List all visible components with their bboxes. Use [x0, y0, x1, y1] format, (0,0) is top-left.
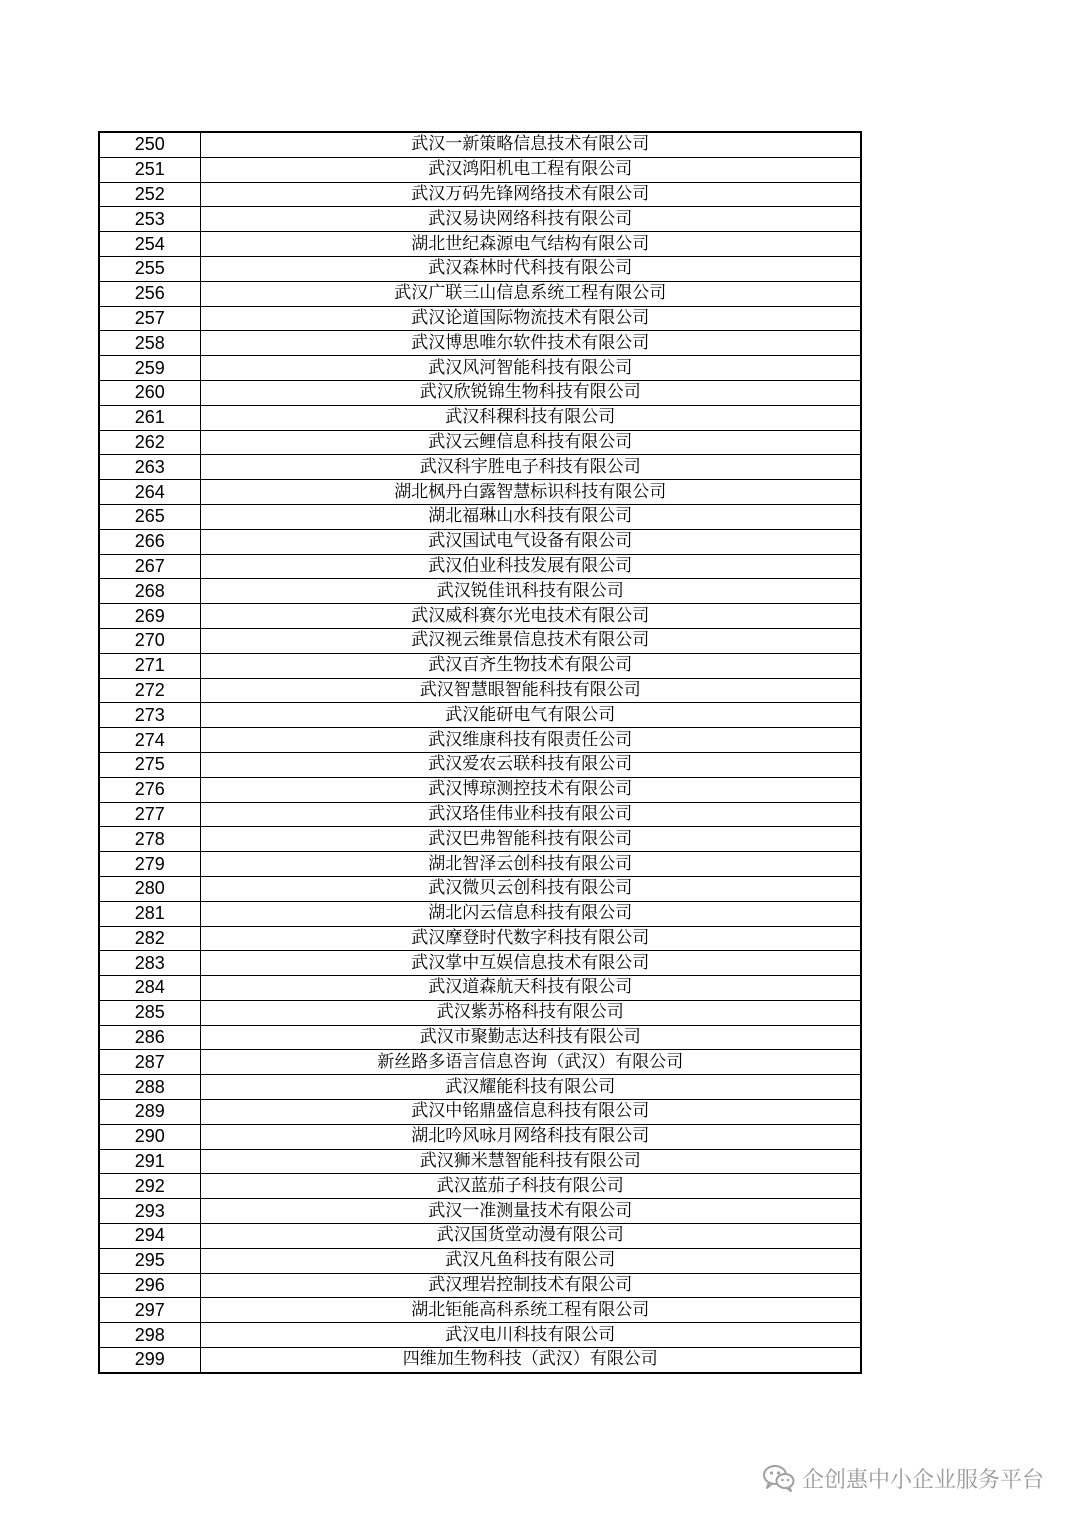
row-number: 297	[99, 1298, 200, 1323]
table-row	[99, 951, 861, 976]
company-name: 武汉理岩控制技术有限公司	[200, 1273, 861, 1298]
row-number: 277	[99, 802, 200, 827]
table-row	[99, 1199, 861, 1224]
company-name: 武汉万码先锋网络技术有限公司	[200, 182, 861, 207]
table-row	[99, 331, 861, 356]
company-name: 武汉一新策略信息技术有限公司	[200, 132, 861, 157]
company-name: 湖北福琳山水科技有限公司	[200, 504, 861, 529]
table-row	[99, 529, 861, 554]
table-row	[99, 1323, 861, 1348]
company-name: 武汉中铭鼎盛信息科技有限公司	[200, 1100, 861, 1125]
table-row	[99, 132, 861, 157]
row-number: 262	[99, 430, 200, 455]
company-name: 武汉市聚勤志达科技有限公司	[200, 1025, 861, 1050]
table-row	[99, 1174, 861, 1199]
table-row	[99, 380, 861, 405]
table-row	[99, 703, 861, 728]
row-number: 259	[99, 356, 200, 381]
table-row	[99, 777, 861, 802]
company-name: 武汉国货堂动漫有限公司	[200, 1224, 861, 1249]
company-name: 武汉能研电气有限公司	[200, 703, 861, 728]
row-number: 279	[99, 852, 200, 877]
table-row	[99, 1000, 861, 1025]
company-name: 武汉科宇胜电子科技有限公司	[200, 455, 861, 480]
company-name: 武汉道森航天科技有限公司	[200, 976, 861, 1001]
company-name: 武汉巴弗智能科技有限公司	[200, 827, 861, 852]
watermark	[762, 1462, 1044, 1494]
row-number: 283	[99, 951, 200, 976]
row-number: 298	[99, 1323, 200, 1348]
table-row	[99, 802, 861, 827]
company-name: 武汉微贝云创科技有限公司	[200, 876, 861, 901]
table-row	[99, 1348, 861, 1373]
row-number: 256	[99, 281, 200, 306]
table-row	[99, 504, 861, 529]
company-name: 武汉摩登时代数字科技有限公司	[200, 926, 861, 951]
table-row	[99, 604, 861, 629]
row-number: 274	[99, 728, 200, 753]
table-row	[99, 876, 861, 901]
company-name: 武汉百齐生物技术有限公司	[200, 653, 861, 678]
row-number: 251	[99, 157, 200, 182]
row-number: 261	[99, 405, 200, 430]
row-number: 288	[99, 1075, 200, 1100]
company-name: 武汉易诀网络科技有限公司	[200, 207, 861, 232]
table-row	[99, 256, 861, 281]
table-row	[99, 1075, 861, 1100]
table-row	[99, 678, 861, 703]
company-name: 武汉博琼测控技术有限公司	[200, 777, 861, 802]
table-row	[99, 1124, 861, 1149]
row-number: 254	[99, 232, 200, 257]
company-name: 武汉锐佳讯科技有限公司	[200, 579, 861, 604]
row-number: 292	[99, 1174, 200, 1199]
company-name: 武汉鸿阳机电工程有限公司	[200, 157, 861, 182]
company-name: 武汉智慧眼智能科技有限公司	[200, 678, 861, 703]
table-row	[99, 926, 861, 951]
table-row	[99, 306, 861, 331]
row-number: 271	[99, 653, 200, 678]
row-number: 290	[99, 1124, 200, 1149]
company-name: 武汉蓝茄子科技有限公司	[200, 1174, 861, 1199]
row-number: 272	[99, 678, 200, 703]
company-name: 武汉科稞科技有限公司	[200, 405, 861, 430]
table-row	[99, 728, 861, 753]
table-row	[99, 976, 861, 1001]
row-number: 264	[99, 480, 200, 505]
table-row	[99, 405, 861, 430]
company-name: 武汉森林时代科技有限公司	[200, 256, 861, 281]
company-name: 湖北吟风咏月网络科技有限公司	[200, 1124, 861, 1149]
row-number: 255	[99, 256, 200, 281]
row-number: 267	[99, 554, 200, 579]
row-number: 280	[99, 876, 200, 901]
company-name: 武汉珞佳伟业科技有限公司	[200, 802, 861, 827]
company-name: 湖北枫丹白露智慧标识科技有限公司	[200, 480, 861, 505]
company-name: 武汉威科赛尔光电技术有限公司	[200, 604, 861, 629]
company-name: 武汉论道国际物流技术有限公司	[200, 306, 861, 331]
company-name: 武汉紫苏格科技有限公司	[200, 1000, 861, 1025]
row-number: 270	[99, 628, 200, 653]
row-number: 287	[99, 1050, 200, 1075]
company-name: 武汉凡鱼科技有限公司	[200, 1248, 861, 1273]
row-number: 250	[99, 132, 200, 157]
company-name: 武汉国试电气设备有限公司	[200, 529, 861, 554]
company-name: 武汉博思唯尔软件技术有限公司	[200, 331, 861, 356]
company-name: 武汉伯业科技发展有限公司	[200, 554, 861, 579]
row-number: 289	[99, 1100, 200, 1125]
row-number: 282	[99, 926, 200, 951]
company-name: 湖北闪云信息科技有限公司	[200, 901, 861, 926]
row-number: 275	[99, 752, 200, 777]
table-row	[99, 182, 861, 207]
table-row	[99, 480, 861, 505]
company-name: 武汉狮米慧智能科技有限公司	[200, 1149, 861, 1174]
company-name: 武汉爱农云联科技有限公司	[200, 752, 861, 777]
table-row	[99, 157, 861, 182]
company-list-body	[99, 132, 861, 1373]
table-row	[99, 653, 861, 678]
company-name: 湖北智泽云创科技有限公司	[200, 852, 861, 877]
row-number: 260	[99, 380, 200, 405]
company-name: 武汉视云维景信息技术有限公司	[200, 628, 861, 653]
company-name: 武汉维康科技有限责任公司	[200, 728, 861, 753]
table-row	[99, 1224, 861, 1249]
company-name: 湖北世纪森源电气结构有限公司	[200, 232, 861, 257]
table-row	[99, 579, 861, 604]
row-number: 253	[99, 207, 200, 232]
row-number: 285	[99, 1000, 200, 1025]
company-name: 武汉风河智能科技有限公司	[200, 356, 861, 381]
table-row	[99, 207, 861, 232]
table-row	[99, 1050, 861, 1075]
table-row	[99, 752, 861, 777]
table-row	[99, 356, 861, 381]
company-name: 武汉掌中互娱信息技术有限公司	[200, 951, 861, 976]
row-number: 284	[99, 976, 200, 1001]
row-number: 269	[99, 604, 200, 629]
row-number: 265	[99, 504, 200, 529]
company-name: 武汉广联三山信息系统工程有限公司	[200, 281, 861, 306]
table-row	[99, 554, 861, 579]
table-row	[99, 827, 861, 852]
wechat-icon	[762, 1463, 796, 1493]
table-row	[99, 1248, 861, 1273]
table-row	[99, 430, 861, 455]
row-number: 296	[99, 1273, 200, 1298]
row-number: 281	[99, 901, 200, 926]
company-name: 武汉一准测量技术有限公司	[200, 1199, 861, 1224]
table-row	[99, 455, 861, 480]
company-name: 武汉耀能科技有限公司	[200, 1075, 861, 1100]
row-number: 276	[99, 777, 200, 802]
row-number: 278	[99, 827, 200, 852]
row-number: 257	[99, 306, 200, 331]
company-name: 四维加生物科技（武汉）有限公司	[200, 1348, 861, 1373]
row-number: 294	[99, 1224, 200, 1249]
watermark-text: 企创惠中小企业服务平台	[801, 1467, 1044, 1493]
table-row	[99, 1149, 861, 1174]
company-name: 武汉电川科技有限公司	[200, 1323, 861, 1348]
company-name: 湖北钜能高科系统工程有限公司	[200, 1298, 861, 1323]
row-number: 252	[99, 182, 200, 207]
row-number: 266	[99, 529, 200, 554]
row-number: 263	[99, 455, 200, 480]
table-row	[99, 232, 861, 257]
row-number: 291	[99, 1149, 200, 1174]
table-row	[99, 852, 861, 877]
company-name: 武汉欣锐锦生物科技有限公司	[200, 380, 861, 405]
row-number: 268	[99, 579, 200, 604]
table-row	[99, 1273, 861, 1298]
table-row	[99, 281, 861, 306]
row-number: 258	[99, 331, 200, 356]
row-number: 295	[99, 1248, 200, 1273]
company-name: 武汉云鲤信息科技有限公司	[200, 430, 861, 455]
row-number: 293	[99, 1199, 200, 1224]
table-row	[99, 1100, 861, 1125]
row-number: 273	[99, 703, 200, 728]
company-list-table	[98, 131, 862, 1374]
table-row	[99, 1298, 861, 1323]
table-row	[99, 901, 861, 926]
table-row	[99, 1025, 861, 1050]
table-row	[99, 628, 861, 653]
row-number: 299	[99, 1348, 200, 1373]
row-number: 286	[99, 1025, 200, 1050]
company-name: 新丝路多语言信息咨询（武汉）有限公司	[200, 1050, 861, 1075]
